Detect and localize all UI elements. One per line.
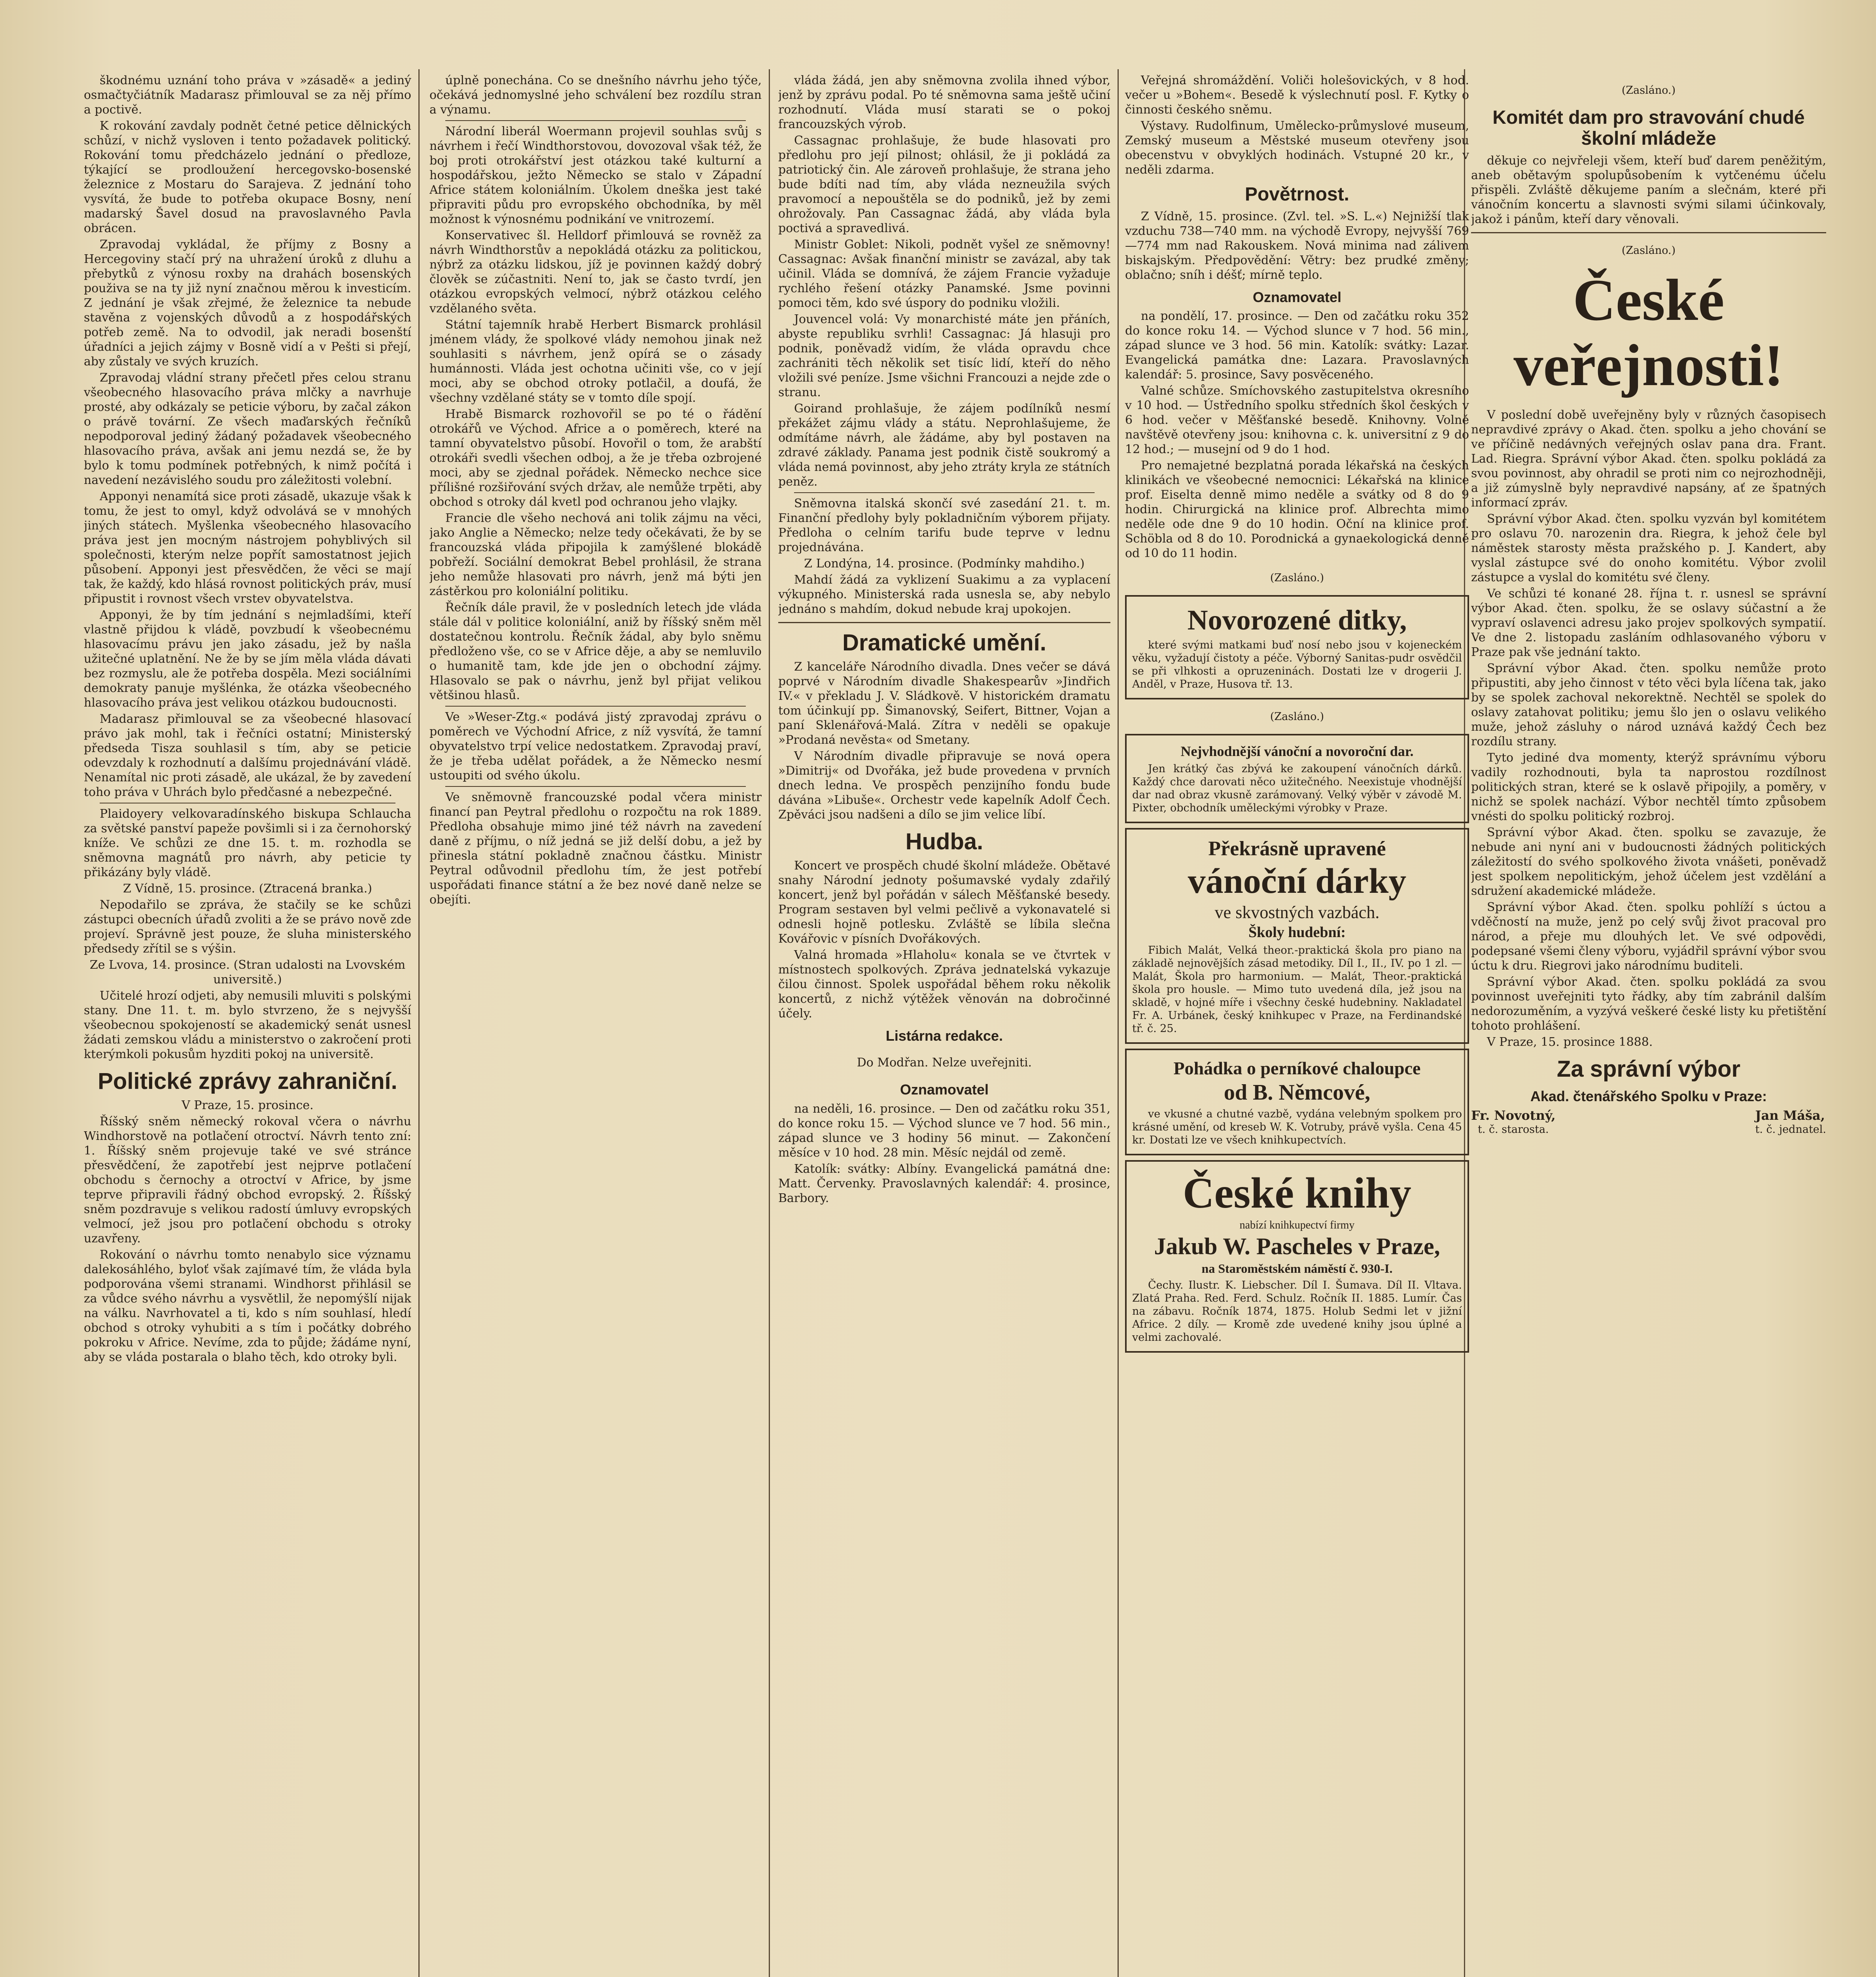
article-text: Katolík: svátky: Albíny. Evangelická památná dne: Matt. Červenky. Pravoslavných kalendář: 4. prosince, Barbory. bbox=[778, 1162, 1110, 1205]
article-text: na pondělí, 17. prosince. — Den od začátku roku 352 do konce roku 14. — Východ slunce v 7 hod. 56 min., západ slunce ve 3 hod. 56 min. Katolík: svátky: Lazar. Evangelická památka dne: Lazara. Pravoslavných kalendář: 5. prosince, Savy posvěceného. bbox=[1125, 309, 1469, 382]
article-text: Veřejná shromáždění. Voliči holešovických, v 8 hod. večer u »Bohem«. Besedě k výslechnutí posl. F. Kytky o činnosti českého sněmu. bbox=[1125, 74, 1469, 117]
article-text: škodnému uznání toho práva v »zásadě« a jediný osmačtyčiátník Madarasz přimlouval se za něj přímo a poctivě. bbox=[84, 74, 411, 117]
ad-firm: Jakub W. Pascheles v Praze, bbox=[1154, 1233, 1440, 1259]
ad-subtitle: nabízí knihkupectví firmy bbox=[1239, 1219, 1355, 1231]
article-text: Ministr Goblet: Nikoli, podnět vyšel ze sněmovny! Cassagnac: Avšak finanční ministr se zavázal, aby tak učinil. Vláda se domnívá, že zájem Francie vyžaduje rychlého řešení otázky Panamské. Jsme povinni pomoci těm, kdo své úspory do podniku vložili. bbox=[778, 238, 1110, 310]
ad-subtitle: Školy hudební: bbox=[1248, 924, 1346, 941]
article-text: Správní výbor Akad. čten. spolku nemůže proto připustiti, aby jeho činnost v této věci byla líčena tak, jako by se spolek zachoval nekorektně. Nechtěl se spolek do oslavy zatahovat politiku; jemu šlo jen o oslavu velikého muže, jehož zásluhy o národ uznává každý Čech bez rozdílu strany. bbox=[1471, 661, 1826, 748]
article-text: Zpravodaj vládní strany přečetl přes celou stranu všeobecného hlasovacího práva mlčky a navrhuje prosté, aby odkázaly se peticie výboru, by začal zákon o právě tovární. Ze všech maďarských řečníků nepodporoval jediný žádaný požadavek všeobecného hlasovacího práva, avšak ani jemu nezdá se, že by bylo k tomu podmínek potřebných, k nimž počítá i navedení nezávislého soudu pro záležitosti volební. bbox=[84, 371, 411, 487]
article-text: Mahdí žádá za vyklizení Suakimu a za vyplacení výkupného. Ministerská rada usnesla se, aby nebylo jednáno s mahdím, dokud nebude kraj upokojen. bbox=[778, 573, 1110, 616]
article-text: Výstavy. Rudolfinum, Umělecko-průmyslové museum, Zemský museum a Městské museum otevřeny jsou obecenstvu v obvyklých hodinách. Vstupné 20 kr., v neděli zdarma. bbox=[1125, 119, 1469, 177]
article-text: V poslední době uveřejněny byly v různých časopisech nepravdivé zprávy o Akad. čten. spolku a jeho chování se ve příčině nedávných veřejných oslav pana dra. Frant. Lad. Riegra. Správní výbor Akad. čten. spolku pokládá za svou povinnost, aby ohradil se proti nim co nejrozhodněji, a již zúmyslně byly nepravdivé napsány, ať ze špatných informací zpráv. bbox=[1471, 408, 1826, 510]
dateline: Ze Lvova, 14. prosince. (Stran udalosti na Lvovském universitě.) bbox=[89, 958, 406, 987]
ad-line: ve skvostných vazbách. bbox=[1214, 902, 1380, 922]
article-text: Správní výbor Akad. čten. spolku vyzván byl komitétem pro oslavu 70. narozenin dra. Riegra, k jehož čele byl náměstek starosty města pražského p. J. Kandert, aby vyslal zástupce své do onoho komitétu. Výbor zvolil zástupce a vyslal do komitétu své členy. bbox=[1471, 512, 1826, 584]
article-text: Z Vídně, 15. prosince. (Zvl. tel. »S. L.«) Nejnižší tlak vzduchu 738—740 mm. na východě Evropy, nejvyšší 769—774 mm nad Rakouskem. Nová minima nad zálivem biskajským. Předpovědění: Větry: bez prudké změny; oblačno; sníh i déšť; mírně teplo. bbox=[1125, 209, 1469, 282]
section-heading: Hudba. bbox=[905, 828, 983, 854]
article-text: Koncert ve prospěch chudé školní mládeže. Obětavé snahy Národní jednoty pošumavské vydaly zdařilý koncert, jenž byl pořádán v sálech Měšťanské besedy. Program sestaven byl velmi pečlivě a vykonavatelé si odnesli hojně potlesku. Zvláště se líbila slečna Kovářovic v písních Dvořákových. bbox=[778, 858, 1110, 946]
ad-address: na Staroměstském náměstí č. 930-I. bbox=[1201, 1261, 1393, 1276]
ad-text: ve vkusné a chutné vazbě, vydána velebným spolkem pro krásné umění, od kreseb W. K. Votruby, právě vyšla. Cena 45 kr. Dostati lze ve všech knihkupectvích. bbox=[1132, 1108, 1462, 1147]
notice-big-title: České veřejnosti! bbox=[1513, 267, 1784, 398]
advertisement bbox=[1125, 1049, 1469, 1155]
article-text: Národní liberál Woermann projevil souhlas svůj s návrhem i řečí Windthorstovou, dovozoval však též, že boj proti otrokářství jest otázkou také kulturní a hospodářskou, ježto Německo se stalo v Západní Africe státem koloniálním. Úkolem dneška jest také připraviti půdu pro evropského obchodníka, by měl možnost k výnosnému podnikání ve vnitrozemí. bbox=[429, 125, 762, 226]
column-1 bbox=[84, 73, 411, 1977]
section-heading: Politické zprávy zahraniční. bbox=[98, 1068, 397, 1094]
article-text: Říšský sněm německý rokoval včera o návrhu Windhorstově na potlačení otroctví. Návrh tento zní: 1. Říšský sněm projevuje také ve své stránce přesvědčení, že zapotřebí jest nejprve potlačení obchodu s černochy a otroctví v Africe, by jsme teprve připravili řádný obchod evropský. 2. Říšský sněm pozdravuje s velikou radostí úmluvy evropských velmocí, jež jsou pro potlačení obchodu s otroky uzavřeny. bbox=[84, 1114, 411, 1246]
column-5 bbox=[1471, 73, 1826, 1977]
advertisement bbox=[1125, 595, 1469, 699]
article-text: K rokování zavdaly podnět četné petice dělnických schůzí, v nichž vysloven i tento požadavek politický. Rokování tomu předcházelo jednání o předloze, týkající se prodloužení hercegovsko-bosenské železnice z Mostaru do Sarajeva. Z jednání toho vysvítá, že bude to potřeba okupace Bosny, není madarský Šavel dosud na pravoslavného Pavla obrácen. bbox=[84, 119, 411, 235]
article-text: Správní výbor Akad. čten. spolku se zavazuje, že nebude ani nyní ani v budoucnosti žádných politických záležitostí do svého spolkového života vnášeti, poněvadž jest spolkem nepolitickým, jehož účelem jest vzdělání a sdružení akademické mládeže. bbox=[1471, 825, 1826, 898]
footer-subtitle: Akad. čtenářského Spolku v Praze: bbox=[1530, 1088, 1767, 1105]
article-text: Konservativec šl. Helldorf přimlouvá se rovněž za návrh Windthorstův a nepokládá otázku za politickou, nýbrž za otázku lidskou, jíž je povinnen každý dobrý člověk se zúčastniti. Není to, jak se často tvrdí, jen otázkou evropských velmocí, nýbrž otázkou celého vzdělaného světa. bbox=[429, 229, 762, 316]
ad-label: (Zasláno.) bbox=[1621, 84, 1676, 96]
article-text: Madarasz přimlouval se za všeobecné hlasovací právo jak mohl, tak i řečníci ostatní; Ministerský předseda Tisza souhlasil s tím, aby se peticie odevzdaly k rozhodnutí a dalšímu projednávání vládě. Nenamítal nic proti zásadě, ale ukázal, že by zavedení toho práva v Uhrách bylo předčasné a nebezpečné. bbox=[84, 712, 411, 799]
article-text: Ve sněmovně francouzské podal včera ministr financí pan Peytral předlohu o rozpočtu na rok 1889. Předloha obsahuje mimo jiné též návrh na zavedení daně z příjmu, o níž jedná se již delší dobu, a jež by přinesla státní pokladně značnou částku. Ministr Peytral odůvodnil předlohu tím, že jest potřebí uspořádati finance státní a že bez nové daně nelze se obejíti. bbox=[429, 790, 762, 907]
divider bbox=[445, 706, 746, 707]
article-text: Hrabě Bismarck rozhovořil se po té o řádění otrokářů ve Východ. Africe a o poměrech, které na tamní obyvatelstvo působí. Hovořil o tom, že arabští otrokáři svedli všechen odboj, a že je třeba ozbrojené moci, aby se zjednal pořádek. Německo nechce sice přílišné rozšiřování svých držav, ale nemůže trpěti, aby obchod s otroky dál kvetl pod ochranou jeho vlajky. bbox=[429, 407, 762, 509]
article-text: Sněmovna italská skončí své zasedání 21. t. m. Finanční předlohy byly pokladničním výborem přijaty. Předloha o celním tarifu bude teprve v lednu projednávána. bbox=[778, 497, 1110, 554]
advertisement bbox=[1125, 734, 1469, 823]
article-text: Z kanceláře Národního divadla. Dnes večer se dává poprvé v Národním divadle Shakespearův »Jindřich IV.« v překladu J. V. Sládkově. V historickém dramatu tom účinkují pp. Šimanovský, Seifert, Bittner, Vojan a paní Sklenářová-Malá. Zítra v neděli se opakuje »Prodaná nevěsta« od Smetany. bbox=[778, 660, 1110, 747]
column-3 bbox=[778, 73, 1110, 1977]
signature-right bbox=[1755, 1108, 1826, 1136]
article-text: Cassagnac prohlašuje, že bude hlasovati pro předlohu pro její pilnost; ohlásil, že ji pokládá za patriotický čin. Ale zároveň prohlašuje, že strana jeho bude bdíti nad tím, aby vláda nezneužila svých pravomocí a nepouštěla se do podniků, jež by zemi ohrožovaly. Pan Cassagnac žádá, aby vláda byla poctivá a spravedlivá. bbox=[778, 134, 1110, 235]
article-text: Státní tajemník hrabě Herbert Bismarck prohlásil jménem vlády, že spolkové vlády nemohou jinak než souhlasiti s návrhem, jenž opírá se o zásady humánnosti. Vláda jest ochotna učiniti vše, co v její moci, aby se obchod otroky potlačil, a doufá, že všechny vzdělané státy se v tomto díle spojí. bbox=[429, 318, 762, 405]
article-text: vláda žádá, jen aby sněmovna zvolila ihned výbor, jenž by zprávu podal. Po té sněmovna sama ještě učiní rozhodnutí. Vláda musí starati se o pokoj francouzských výrob. bbox=[778, 74, 1110, 131]
article-text: Valná hromada »Hlaholu« konala se ve čtvrtek v místnostech spolkových. Zpráva jednatelská vykazuje čilou činnost. Spolek uspořádal během roku několik koncertů, z nichž výtěžek věnován na dobročinné účely. bbox=[778, 948, 1110, 1021]
section-heading: Dramatické umění. bbox=[842, 630, 1046, 656]
ad-title: Nejvhodnější vánoční a novoroční dar. bbox=[1180, 743, 1414, 759]
article-text: Správní výbor Akad. čten. spolku pokládá za svou povinnost uveřejniti tyto řádky, aby tím zabránil dalším nedorozuměním, a vyzývá veškeré české listy ku přetištění tohoto prohlášení. bbox=[1471, 975, 1826, 1033]
divider bbox=[778, 622, 1110, 623]
ad-label: (Zasláno.) bbox=[1621, 244, 1676, 257]
article-text: děkuje co nejvřeleji všem, kteří buď darem peněžitým, aneb obětavým spolupůsobením k vytčenému účelu přispěli. Zvláště děkujeme paním a slečnám, které při vánočním koncertu a slavnosti svými silami účinkovaly, jakož i pánům, kteří dary věnovali. bbox=[1471, 153, 1826, 226]
signature-name: Jan Máša, bbox=[1755, 1108, 1825, 1123]
dateline: V Praze, 15. prosince. bbox=[182, 1098, 314, 1112]
ad-line: Překrásně upravené bbox=[1208, 837, 1386, 860]
ad-title: Pohádka o perníkové chaloupce bbox=[1173, 1058, 1421, 1078]
article-text: Valné schůze. Smíchovského zastupitelstva okresního v 10 hod. — Ústředního spolku středních škol českých v 6 hod. večer v Měšťanské besedě. Knihovny. Volně navštěvě otevřeny jsou: knihovna c. k. universitní z 9 do 12 hod.; — musejní od 9 do 1 hod. bbox=[1125, 384, 1469, 457]
article-text: Ve »Weser-Ztg.« podává jistý zpravodaj zprávu o poměrech ve Východní Africe, z níž vysvítá, že tamní obyvatelstvo trpí velice nedostatkem. Zpravodaj praví, že je třeba udělat pořádek, a že Německo nesmí ustoupiti od svého úkolu. bbox=[429, 710, 762, 782]
ad-title: České knihy bbox=[1183, 1169, 1411, 1217]
ad-text: které svými matkami buď nosí nebo jsou v kojeneckém věku, vyžadují čistoty a péče. Výborný Sanitas-pudr osvědčil se při vlhkosti a opruzeninách. Dostati lze v drogerii J. Anděl, v Praze, Husova tř. 13. bbox=[1132, 639, 1462, 690]
section-heading: Oznamovatel bbox=[1252, 289, 1342, 305]
article-text: Pro nemajetné bezplatná porada lékařská na českých klinikách ve všeobecné nemocnici: Lékařská na klinice prof. Eiselta denně mimo neděle a svátky od 8 do 9 hodin. Chirurgická na klinice prof. Albrechta mimo neděle ode dne 9 do 10 hodin. Oční na klinice prof. Schöbla od 8 do 10. Porodnická a gynaekologická denně od 10 do 11 hodin. bbox=[1125, 459, 1469, 561]
article-text: úplně ponechána. Co se dnešního návrhu jeho týče, očekává jednomyslné jeho schválení bez rozdílu stran a výnamu. bbox=[429, 74, 762, 117]
divider bbox=[1471, 232, 1826, 233]
notice-heading: Komitét dam pro stravování chudé školní mládeže bbox=[1492, 107, 1805, 149]
section-heading: Povětrnost. bbox=[1244, 184, 1350, 205]
article-text: V Národním divadle připravuje se nová opera »Dimitrij« od Dvořáka, jež bude provedena v prvních dnech ledna. Ve prospěch penzijního fondu bude dávána »Libuše«. Orchestr vede kapelník Adolf Čech. Zpěváci jsou nadšeni a dílo se jim velice líbí. bbox=[778, 749, 1110, 822]
article-text: Tyto jediné dva momenty, kterýž správnímu výboru vadily rozhodnouti, byla ta naprostou rozdílnost politických stran, které se k oslavě připojily, a poměry, v nichž se spolek nachází. Výbor nechtěl tímto způsobem vnésti do spolku politický rozbroj. bbox=[1471, 750, 1826, 823]
dateline: Z Vídně, 15. prosince. (Ztracená branka.) bbox=[123, 882, 372, 896]
article-text: Ve schůzi té konané 28. října t. r. usnesl se správní výbor Akad. čten. spolku, že se oslavy súčastní a že vypraví oslavenci adresu jako projev spolkových sympatií. Ve dne 2. listopadu zasláním odhlasovaného výboru v Praze pak vše jednání takto. bbox=[1471, 586, 1826, 659]
article-text: Do Modřan. Nelze uveřejniti. bbox=[857, 1056, 1032, 1070]
article-text: Plaidoyery velkovaradínského biskupa Schlaucha za světské panství papeže povšimli si i za černohorský kníže. Ve schůzi ze dne 15. t. m. rozhodla se sněmovna magnátů pro návrh, aby peticie ty přikázány byly vládě. bbox=[84, 807, 411, 879]
footer-title: Za správní výbor bbox=[1556, 1056, 1741, 1082]
signature-role: t. č. jednatel. bbox=[1755, 1123, 1826, 1136]
article-text: na neděli, 16. prosince. — Den od začátku roku 351, do konce roku 15. — Východ slunce ve 7 hod. 56 min., západ slunce ve 3 hodiny 56 minut. — Zakončení měsíce v 10 hod. 28 min. Měsíc nejdál od země. bbox=[778, 1102, 1110, 1160]
advertisement bbox=[1125, 828, 1469, 1044]
signature-left bbox=[1471, 1108, 1556, 1136]
article-text: Správní výbor Akad. čten. spolku pohlíží s úctou a vděčností na muže, jenž po celý svůj život pracoval pro národ, a přeje mu dlouhých let. Ve své odpovědi, podepsané všemi členy výboru, vyjádřil správní výbor svou úctu k dru. Riegrovi jako národnímu buditeli. bbox=[1471, 900, 1826, 973]
ad-text: Fibich Malát, Velká theor.-praktická škola pro piano na základě nejnovějších zásad metodiky. Díl I., II., IV. po 1 zl. — Malát, Škola pro harmonium. — Malát, Theor.-praktická škola pro housle. — Mimo tuto uvedená díla, jež jsou na skladě, v hojné míře i všechny české hudebniny. Nakladatel Fr. A. Urbánek, český knihkupec v Praze, na Ferdinandské tř. č. 25. bbox=[1132, 944, 1462, 1035]
ad-label: (Zasláno.) bbox=[1270, 710, 1324, 723]
dateline: V Praze, 15. prosince 1888. bbox=[1487, 1035, 1653, 1049]
signatures bbox=[1471, 1108, 1826, 1136]
section-heading: Oznamovatel bbox=[900, 1081, 989, 1098]
signature-role: t. č. starosta. bbox=[1477, 1123, 1549, 1136]
ad-text: Čechy. Ilustr. K. Liebscher. Díl I. Šumava. Díl II. Vltava. Zlatá Praha. Red. Ferd. Schulz. Ročník II. 1885. Lumír. Čas na zábavu. Ročník 1874, 1875. Holub Sedmi let v jižní Africe. 2 díly. — Kromě zde uvedené knihy jsou úplné a velmi zachovalé. bbox=[1132, 1279, 1462, 1344]
divider bbox=[445, 120, 746, 121]
ad-author: od B. Němcové, bbox=[1224, 1080, 1371, 1105]
article-text: Goirand prohlašuje, že zájem podílníků nesmí překážet zájmu vlády a státu. Neprohlašujeme, že odmítáme návrh, ale žádáme, aby byl postaven na zdravé základy. Panama jest podnik čistě soukromý a vláda nemá povinnost, aby jeho ztráty kryla ze státních peněz. bbox=[778, 402, 1110, 489]
article-text: Zpravodaj vykládal, že příjmy z Bosny a Hercegoviny stačí prý na uhražení úroků z dluhu a přebytků z výnosu roxby na drahách bosenských použiva se na ty již nyní značnou měrou k investicím. Z jednání je však zřejmé, že železnice ta nebude stavěna z vojenských důvodů a z hospodářských potřeb země. Na to odvodil, jak neradi bosenští úřadníci a jejich zájmy v Bosně vidí a v Pešti si přejí, aby zůstaly ve svých kruzích. bbox=[84, 238, 411, 369]
column-rule bbox=[418, 69, 420, 1977]
column-4 bbox=[1125, 73, 1469, 1977]
divider bbox=[794, 492, 1095, 493]
column-rule bbox=[1118, 69, 1119, 1977]
article-text: Řečník dále pravil, že v posledních letech jde vláda stále dál v politice koloniální, aniž by říšský sněm měl dostatečnou kontrolu. Řečník žádal, aby bylo sněmu předloženo vše, co se v Africe děje, a aby se nemluvilo o humanitě tam, kde jde jen o obchodní zájmy. Hlasovalo se pak o návrhu, jenž byl přijat velikou většinou hlasů. bbox=[429, 601, 762, 702]
article-text: Nepodařilo se zpráva, že stačily se ke schůzi zástupci obecních úřadů zvoliti a že se právo nově zde projeví. Správně jest pouze, že sluha ministerského předsedy zřítil se s výšin. bbox=[84, 898, 411, 956]
article-text: Apponyi nenamítá sice proti zásadě, ukazuje však k tomu, že jest to omyl, když odvolává se v mnohých jiných státech. Myšlenka všeobecného hlasovacího práva jest jen mocným nástrojem pohyblivých sil společnosti, kterým nelze popřít samostatnost jejich působení. Apponyi jest přesvědčen, že věci se mají tak, že každý, kdo hlásá rovnost politických práv, musí připustit i rovnost všech vrstev obyvatelstva. bbox=[84, 490, 411, 606]
signature-name: Fr. Novotný, bbox=[1471, 1108, 1556, 1123]
section-heading: Listárna redakce. bbox=[885, 1027, 1003, 1044]
article-text: Apponyi, že by tím jednání s nejmladšími, kteří vlastně přijdou k vládě, povzbudí k všeobecnému hlasovacímu právu jen jako zásadu, jež by našla užitečné uplatnění. Ne že by se jím měla vláda dávati bez rozmyslu, ale že potřeba dospěla. Mezi sociálními demokraty panuje myšlénka, že otázka všeobecného hlasovacího práva jest velikou otázkou budoucnosti. bbox=[84, 608, 411, 710]
column-2 bbox=[429, 73, 762, 1977]
advertisement bbox=[1125, 1160, 1469, 1352]
article-text: Učitelé hrozí odjeti, aby nemusili mluviti s polskými stany. Dne 11. t. m. bylo stvrzeno, že s nejvyšší všeobecnou spokojeností se akademický senát usnesl žádati zemskou vládu a ministerstvo o zakročení proti kterýmkoli pokusům hyzditi pokoj na universitě. bbox=[84, 989, 411, 1061]
article-text: Rokování o návrhu tomto nenabylo sice významu dalekosáhlého, byloť však zajímavé tím, že vláda byla podporována všemi stranami. Windhorst přihlásil se za vůdce svého návrhu a vysvětlil, že nepomýšlí nijak na válku. Navrhovatel a ti, kdo s ním souhlasí, hledí obchod s otroky vyhubiti a s tím i počátky dobrého pokroku v Africe. Nevíme, zda to půjde; žádáme nyní, aby se vláda postarala o blaho těch, kdo otroky byli. bbox=[84, 1247, 411, 1364]
ad-title: Novorozené ditky, bbox=[1187, 604, 1407, 636]
dateline: Z Londýna, 14. prosince. (Podmínky mahdiho.) bbox=[804, 557, 1085, 571]
column-rule bbox=[769, 69, 770, 1977]
divider bbox=[445, 786, 746, 787]
article-text: Jouvencel volá: Vy monarchisté máte jen přáních, abyste republiku svrhli! Cassagnac: Já hlasuji pro podnik, poněvadž vidím, že vláda opravdu chce zachrániti těch několik set tisíc lidí, kteří do něho vložili své peníze. Jsme všichni Francouzi a nejde zde o stranu. bbox=[778, 312, 1110, 399]
ad-title: vánoční dárky bbox=[1188, 862, 1407, 901]
ad-text: Jen krátký čas zbývá ke zakoupení vánočních dárků. Každý chce darovati něco užitečného. Neexistuje vhodnější dar nad obraz vkusně zarámovaný. Velký výběr v závodě M. Pixter, obchodník uměleckými výrobky v Praze. bbox=[1132, 762, 1462, 814]
article-text: Francie dle všeho nechová ani tolik zájmu na věci, jako Anglie a Německo; nelze tedy očekávati, že by se francouzská vláda připojila k zamýšlené blokádě pobřeží. Sociální demokrat Bebel prohlásil, že strana jeho nemůže hlasovati pro návrh, jenž má býti jen zástěrkou pro koloniální politiku. bbox=[429, 511, 762, 598]
ad-label: (Zasláno.) bbox=[1270, 572, 1324, 584]
